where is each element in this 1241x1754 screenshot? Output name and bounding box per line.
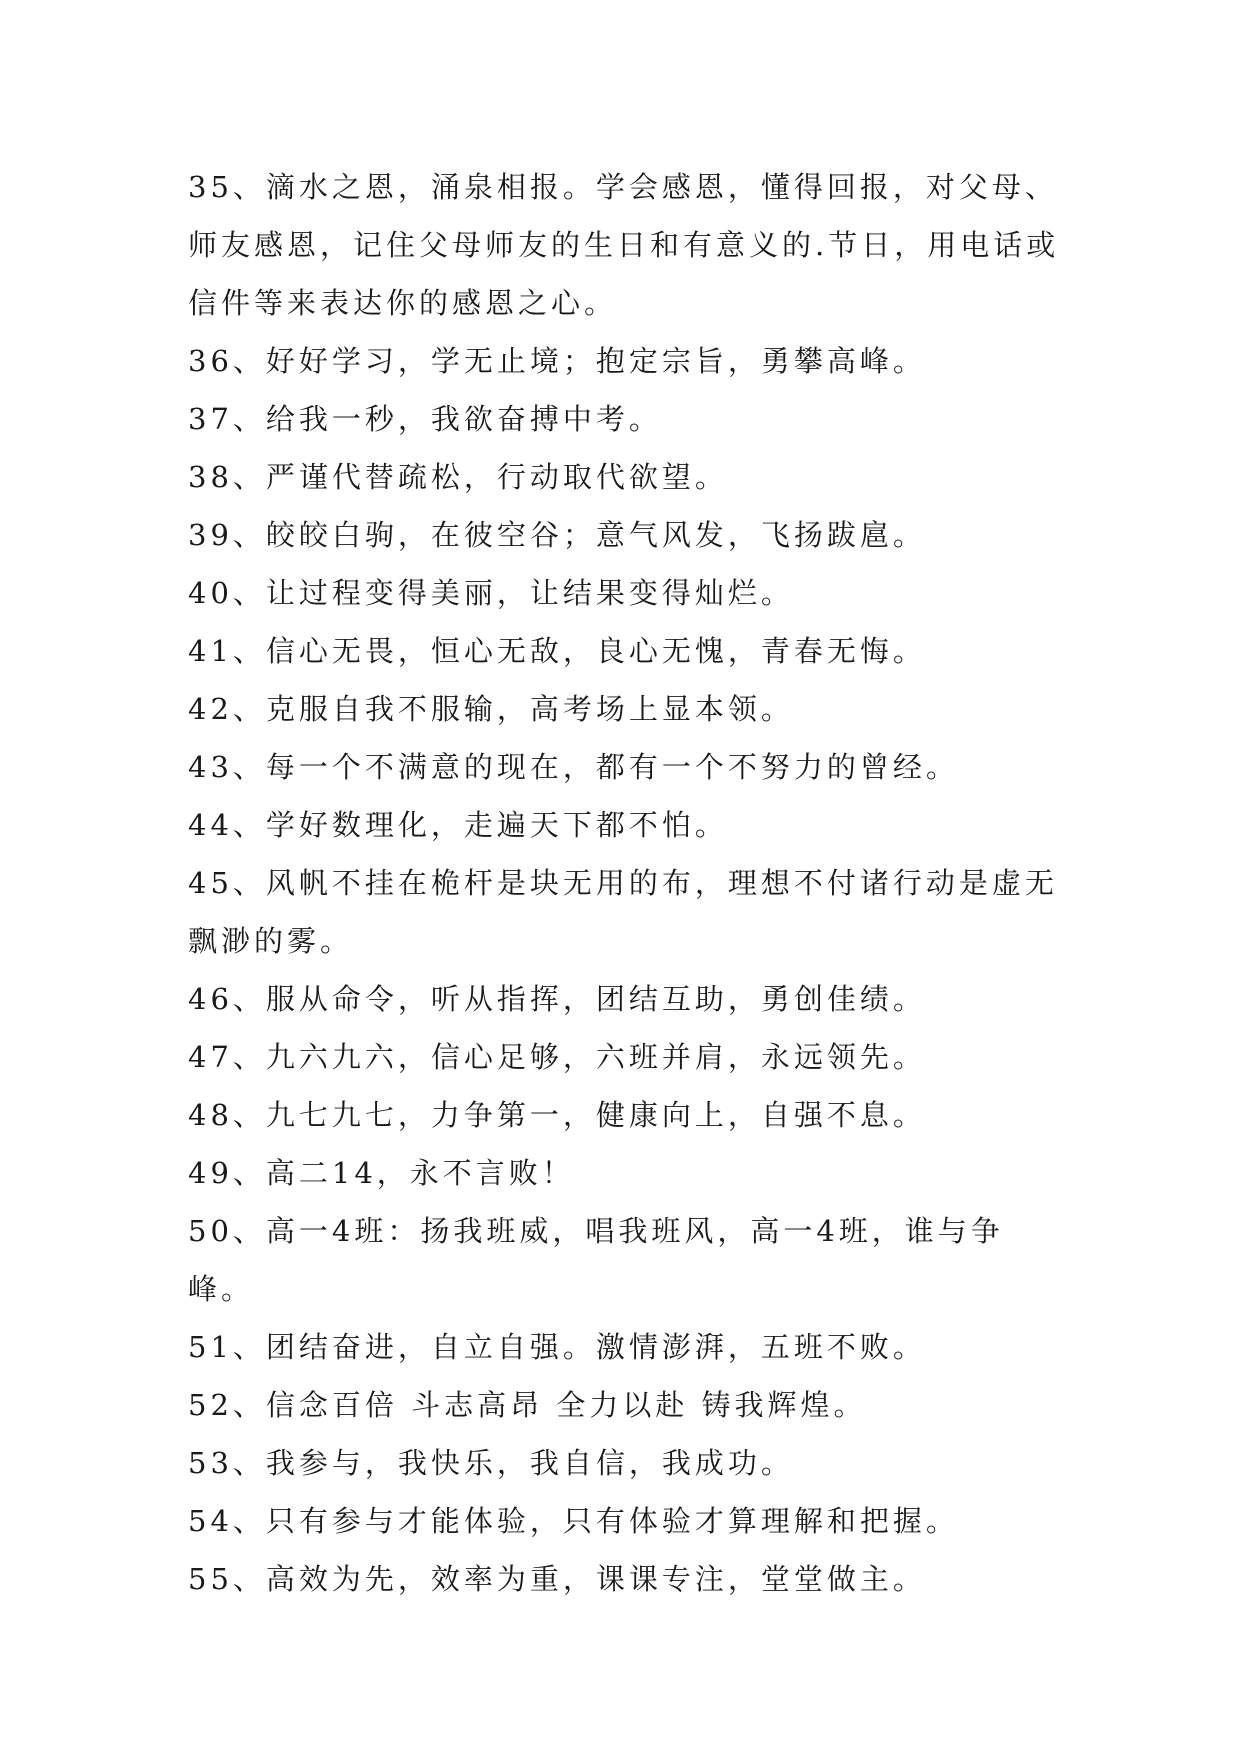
list-item-49: 49、高二14，永不言败！ (188, 1156, 575, 1190)
list-item-48: 48、九七九七，力争第一，健康向上，自强不息。 (188, 1098, 926, 1132)
list-item-36: 36、好好学习，学无止境；抱定宗旨，勇攀高峰。 (188, 344, 926, 378)
list-item-40: 40、让过程变得美丽，让结果变得灿烂。 (188, 576, 794, 610)
list-item-43: 43、每一个不满意的现在，都有一个不努力的曾经。 (188, 750, 959, 784)
list-item-45: 45、风帆不挂在桅杆是块无用的布，理想不付诸行动是虚无飘渺的雾。 (188, 866, 1058, 958)
list-item-47: 47、九六九六，信心足够，六班并肩，永远领先。 (188, 1040, 926, 1074)
list-item-38: 38、严谨代替疏松，行动取代欲望。 (188, 460, 728, 494)
list-item-50: 50、高一4班：扬我班威，唱我班风，高一4班，谁与争峰。 (188, 1214, 1004, 1306)
list-item-44: 44、学好数理化，走遍天下都不怕。 (188, 808, 728, 842)
slogan-list (188, 158, 1068, 1608)
list-item-51: 51、团结奋进，自立自强。激情澎湃，五班不败。 (188, 1330, 926, 1364)
list-item-42: 42、克服自我不服输，高考场上显本领。 (188, 692, 794, 726)
list-item-55: 55、高效为先，效率为重，课课专注，堂堂做主。 (188, 1562, 926, 1596)
list-item-35: 35、滴水之恩，涌泉相报。学会感恩，懂得回报，对父母、师友感恩，记住父母师友的生日和有意义的.节日，用电话或信件等来表达你的感恩之心。 (188, 170, 1060, 320)
list-item-39: 39、皎皎白驹，在彼空谷；意气风发，飞扬跋扈。 (188, 518, 926, 552)
list-item-54: 54、只有参与才能体验，只有体验才算理解和把握。 (188, 1504, 959, 1538)
list-item-53: 53、我参与，我快乐，我自信，我成功。 (188, 1446, 794, 1480)
list-item-41: 41、信心无畏，恒心无敌，良心无愧，青春无悔。 (188, 634, 926, 668)
list-item-37: 37、给我一秒，我欲奋搏中考。 (188, 402, 662, 436)
list-item-46: 46、服从命令，听从指挥，团结互助，勇创佳绩。 (188, 982, 926, 1016)
list-item-52: 52、信念百倍 斗志高昂 全力以赴 铸我辉煌。 (188, 1388, 867, 1422)
